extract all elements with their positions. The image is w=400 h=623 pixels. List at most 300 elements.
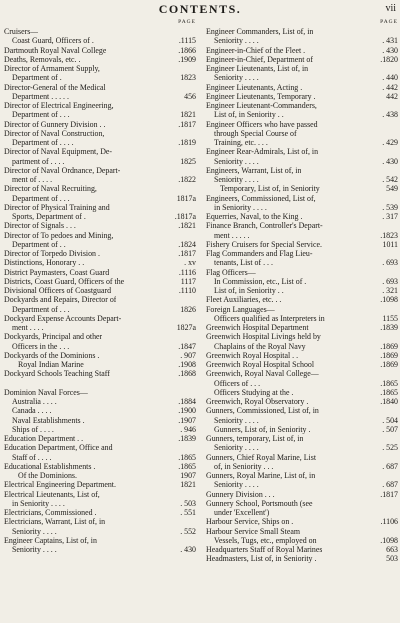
- index-entry: [4, 305, 196, 314]
- index-entry: [4, 443, 196, 452]
- index-entry: [206, 453, 398, 462]
- index-entry: [206, 443, 398, 452]
- index-entry: [206, 295, 398, 304]
- page-ref: .1869: [380, 341, 398, 351]
- entry-text: Seniority . . . .: [214, 443, 259, 453]
- index-entry: [206, 64, 398, 73]
- index-entry: [4, 536, 196, 545]
- page-ref: [194, 490, 196, 499]
- page-ref: [194, 147, 196, 156]
- entry-text: Director of Physical Training and: [4, 202, 110, 212]
- page-ref: [194, 295, 196, 304]
- page-ref: [396, 268, 398, 277]
- page-ref: . 429: [382, 138, 398, 147]
- index-entry: [206, 277, 398, 286]
- entry-text: Educational Establishments .: [4, 461, 96, 471]
- index-entry: [4, 55, 196, 64]
- index-entry: [206, 554, 398, 563]
- page-ref: . 693: [382, 258, 398, 268]
- index-entry: [4, 92, 196, 101]
- entry-text: In Commission, etc., List of .: [214, 276, 307, 286]
- entry-text: Flag Officers—: [206, 267, 256, 277]
- entry-text: Dockyards and Repairs, Director of: [4, 295, 117, 305]
- entry-text: through Special Course of: [214, 128, 297, 138]
- entry-text: Gunners, List of, in Seniority .: [214, 424, 311, 434]
- index-entry: [4, 120, 196, 129]
- entry-text: Dockyard Schools Teaching Staff: [4, 369, 110, 379]
- index-entry: [206, 545, 398, 554]
- page-ref: 1011: [382, 239, 398, 249]
- index-entry: [206, 129, 398, 138]
- entry-text: Ships of . . . .: [12, 424, 54, 434]
- index-entry: [4, 332, 196, 341]
- index-entry: [4, 147, 196, 156]
- page-ref: .1817a: [174, 212, 196, 221]
- entry-text: Australia . . . .: [12, 397, 57, 406]
- page-ref: [194, 64, 196, 73]
- entry-text: Engineer-in-Chief of the Fleet .: [206, 45, 306, 55]
- index-entry: [4, 258, 196, 267]
- index-entry: [4, 166, 196, 175]
- entry-text: Sports, Department of .: [12, 212, 86, 221]
- page-ref: [194, 388, 196, 397]
- page-number: vii: [385, 3, 396, 14]
- index-entry: [4, 157, 196, 166]
- index-entry: [206, 73, 398, 82]
- entry-text: Finance Branch, Controller's Depart-: [206, 221, 323, 231]
- entry-text: Dartmouth Royal Naval College: [4, 45, 107, 55]
- page-ref: 1117: [180, 276, 196, 286]
- entry-text: Harbour Service Small Steam: [206, 526, 301, 536]
- page-ref: 1821: [180, 110, 196, 120]
- index-entry: [206, 203, 398, 212]
- index-entry: [206, 221, 398, 230]
- index-entry: [206, 268, 398, 277]
- page-ref: 1827a: [176, 323, 196, 332]
- index-entry: [206, 55, 398, 64]
- page-ref: . 440: [382, 73, 398, 83]
- index-entry: [4, 46, 196, 55]
- index-entry: [206, 92, 398, 101]
- index-entry: [4, 138, 196, 147]
- page-ref: .1868: [178, 369, 196, 379]
- index-entry: [4, 73, 196, 82]
- page-ref: . 431: [382, 36, 398, 46]
- entry-text: Headmasters, List of, in Seniority .: [206, 554, 317, 564]
- page-ref: [194, 101, 196, 110]
- page-ref: 503: [386, 554, 398, 564]
- index-entry: [4, 342, 196, 351]
- entry-text: Department of . . .: [12, 110, 70, 120]
- page-ref: [396, 101, 398, 110]
- entry-text: Seniority . . . .: [12, 545, 57, 554]
- entry-text: Electricians, Warrant, List of, in: [4, 517, 106, 527]
- entry-text: Dockyards of the Dominions .: [4, 350, 100, 360]
- page-column-label: PAGE: [380, 19, 398, 25]
- index-entry: [206, 536, 398, 545]
- page-ref: .1909: [178, 54, 196, 64]
- index-entry: [206, 471, 398, 480]
- index-entry: [206, 379, 398, 388]
- page-ref: .1115: [178, 36, 196, 46]
- page-ref: .1817: [178, 249, 196, 258]
- entry-text: Director of To pedoes and Mining,: [4, 230, 114, 240]
- page-ref: 1817a: [176, 193, 196, 203]
- entry-text: Department of . . .: [12, 304, 70, 314]
- page-ref: .1110: [178, 286, 196, 295]
- page-column-label: PAGE: [178, 19, 196, 25]
- entry-text: Cruisers—: [4, 27, 39, 36]
- page-ref: .1824: [178, 239, 196, 249]
- index-entry: [4, 268, 196, 277]
- entry-text: Officers in the . . .: [12, 341, 70, 351]
- index-entry: [206, 258, 398, 267]
- entry-text: of, in Seniority . . .: [214, 461, 274, 471]
- page-ref: .1847: [178, 341, 196, 351]
- page-ref: [396, 332, 398, 341]
- entry-text: Dockyard Expense Accounts Depart-: [4, 313, 122, 323]
- page-ref: . 503: [180, 498, 196, 508]
- index-entry: [206, 83, 398, 92]
- entry-text: Equerries, Naval, to the King .: [206, 212, 303, 221]
- page-ref: [194, 379, 196, 388]
- entry-text: Gunners, temporary, List of, in: [206, 434, 304, 443]
- page-ref: . 438: [382, 110, 398, 120]
- entry-text: Greenwich, Royal Observatory .: [206, 397, 309, 406]
- index-entry: [206, 240, 398, 249]
- page-ref: .1865: [178, 461, 196, 471]
- page-ref: 1823: [180, 73, 196, 83]
- page-ref: [194, 314, 196, 323]
- entry-text: Director of Naval Equipment, De-: [4, 147, 113, 157]
- index-entry: [4, 64, 196, 73]
- index-entry: [206, 184, 398, 193]
- page-ref: [396, 64, 398, 73]
- page-ref: .1869: [380, 350, 398, 360]
- entry-text: Dockyards, Principal and other: [4, 332, 103, 342]
- index-entry: [206, 480, 398, 489]
- entry-text: Engineer-in-Chief, Department of: [206, 54, 313, 64]
- index-entry: [206, 231, 398, 240]
- entry-text: Director-General of the Medical: [4, 82, 106, 92]
- entry-text: Temporary, List of, in Seniority: [220, 184, 320, 194]
- contents-column-left: [4, 18, 196, 554]
- page-ref: .1865: [380, 387, 398, 397]
- entry-text: Engineers, Warrant, List of, in: [206, 165, 302, 175]
- index-entry: [206, 138, 398, 147]
- index-entry: [206, 314, 398, 323]
- index-entry: [4, 203, 196, 212]
- index-entry: [4, 471, 196, 480]
- page-ref: 1907: [180, 471, 196, 480]
- index-entry: [4, 175, 196, 184]
- page-ref: .1116: [178, 267, 196, 277]
- entry-text: Dominion Naval Forces—: [4, 387, 88, 397]
- page-ref: [396, 129, 398, 138]
- page-ref: [396, 249, 398, 258]
- entry-text: Engineer Officers who have passed: [206, 119, 318, 129]
- entry-text: Gunners, Commissioned, List of, in: [206, 406, 319, 416]
- entry-text: Chaplains of the Royal Navy: [214, 341, 306, 351]
- page-ref: 442: [386, 91, 398, 101]
- entry-text: Director of Torpedo Division .: [4, 249, 100, 258]
- index-entry: [206, 36, 398, 45]
- page-ref: .1098: [380, 535, 398, 545]
- index-entry: [206, 194, 398, 203]
- page-ref: [194, 166, 196, 175]
- entry-text: Fleet Auxiliaries, etc. . .: [206, 295, 282, 305]
- entry-text: Engineer Lieutenant-Commanders,: [206, 101, 317, 110]
- entry-text: Director of Naval Construction,: [4, 128, 105, 138]
- page-ref: .1884: [178, 397, 196, 406]
- page-ref: . 687: [382, 480, 398, 490]
- entry-text: Districts, Coast Guard, Officers of the: [4, 276, 125, 286]
- index-entry: [4, 249, 196, 258]
- entry-text: ment . . . .: [12, 323, 44, 332]
- index-entry: [4, 231, 196, 240]
- entry-text: Seniority . . . .: [214, 156, 259, 166]
- page-ref: [194, 231, 196, 240]
- page-ref: . 542: [382, 175, 398, 184]
- entry-text: Electrical Lieutenants, List of,: [4, 489, 100, 499]
- index-entry: [4, 286, 196, 295]
- index-entry: [4, 527, 196, 536]
- index-entry: [206, 406, 398, 415]
- entry-text: Greenwich, Royal Naval College—: [206, 369, 319, 379]
- page-ref: . 693: [382, 276, 398, 286]
- entry-text: Officers Studying at the .: [214, 387, 294, 397]
- index-entry: [4, 480, 196, 489]
- entry-text: Greenwich Hospital Livings held by: [206, 332, 321, 342]
- entry-text: Training, etc. . . .: [214, 138, 268, 147]
- index-entry: [206, 249, 398, 258]
- entry-text: Greenwich Hospital Department: [206, 323, 309, 332]
- entry-text: List of, in Seniority . .: [214, 110, 284, 120]
- index-entry: [4, 240, 196, 249]
- index-entry: [206, 286, 398, 295]
- entry-text: Greenwich Royal Hospital School: [206, 360, 315, 369]
- page-ref: [194, 83, 196, 92]
- page-ref: [396, 471, 398, 480]
- page-ref: . 551: [180, 508, 196, 517]
- index-entry: [4, 545, 196, 554]
- entry-text: Engineer Commanders, List of, in: [206, 27, 314, 36]
- entry-text: in Seniority . . . .: [214, 202, 267, 212]
- page-ref: . 442: [382, 82, 398, 92]
- page-ref: .1908: [178, 360, 196, 369]
- page-ref: [194, 184, 196, 193]
- page-ref: 1825: [180, 156, 196, 166]
- index-entry: [206, 416, 398, 425]
- page-ref: [194, 203, 196, 212]
- index-entry: [206, 110, 398, 119]
- index-entry: [206, 527, 398, 536]
- entry-text: Seniority . . . .: [214, 73, 259, 83]
- page-ref: .1869: [380, 360, 398, 369]
- entry-text: Harbour Service, Ships on .: [206, 517, 294, 527]
- page-ref: . 907: [180, 350, 196, 360]
- entry-text: Electrical Engineering Department.: [4, 480, 116, 490]
- index-entry: [206, 388, 398, 397]
- index-entry: [4, 129, 196, 138]
- entry-text: ment of . . . .: [12, 175, 53, 184]
- entry-text: Fishery Cruisers for Special Service.: [206, 239, 322, 249]
- page-ref: . xv: [184, 258, 196, 268]
- page-ref: [194, 332, 196, 341]
- page-ref: .1106: [380, 517, 398, 527]
- index-entry: [4, 388, 196, 397]
- entry-text: Canada . . . .: [12, 406, 52, 416]
- page-title: CONTENTS.: [158, 2, 242, 16]
- entry-text: Director of Signals . . .: [4, 221, 76, 231]
- page-ref: [194, 129, 196, 138]
- entry-text: Seniority . . . .: [12, 526, 57, 536]
- entry-text: District Paymasters, Coast Guard: [4, 267, 110, 277]
- index-entry: [4, 499, 196, 508]
- page-ref: . 317: [382, 212, 398, 221]
- index-entry: [206, 46, 398, 55]
- page-ref: 1826: [180, 304, 196, 314]
- page-ref: .1839: [178, 434, 196, 443]
- page-ref: .1839: [380, 323, 398, 332]
- entry-text: Department of . .: [12, 239, 66, 249]
- index-entry: [206, 397, 398, 406]
- entry-text: Education Department, Office and: [4, 443, 113, 453]
- entry-text: Education Department . .: [4, 434, 84, 443]
- entry-text: Foreign Languages—: [206, 304, 275, 314]
- index-entry: [4, 508, 196, 517]
- entry-text: Officers of . . .: [214, 378, 261, 388]
- page-ref: [396, 369, 398, 378]
- page-ref: [396, 406, 398, 415]
- index-entry: [206, 351, 398, 360]
- entry-text: Seniority . . . .: [214, 36, 259, 46]
- entry-text: Director of Electrical Engineering,: [4, 101, 114, 110]
- page-ref: [396, 27, 398, 36]
- page-ref: [194, 27, 196, 36]
- entry-text: Royal Indian Marine: [18, 360, 84, 369]
- page-ref: . 552: [180, 526, 196, 536]
- index-entry: [4, 83, 196, 92]
- index-entry: [4, 212, 196, 221]
- index-entry: [4, 490, 196, 499]
- entry-text: Director of Armament Supply,: [4, 64, 100, 73]
- page-ref: .1900: [178, 406, 196, 416]
- index-entry: [4, 406, 196, 415]
- index-entry: [206, 166, 398, 175]
- index-entry: [206, 342, 398, 351]
- page-header: [0, 2, 400, 18]
- page-ref: . 507: [382, 424, 398, 434]
- page-ref: 456: [184, 91, 196, 101]
- entry-text: tenants, List of . . .: [214, 258, 273, 268]
- entry-text: Headquarters Staff of Royal Marines: [206, 545, 323, 554]
- page-ref: [396, 453, 398, 462]
- page-ref: [194, 517, 196, 526]
- index-entry: [206, 212, 398, 221]
- page-ref: [396, 508, 398, 517]
- entry-text: Flag Commanders and Flag Lieu-: [206, 249, 313, 258]
- entry-text: Gunners, Chief Royal Marine, List: [206, 452, 317, 462]
- index-entry: [4, 314, 196, 323]
- page-ref: 663: [386, 545, 398, 554]
- page-ref: [396, 434, 398, 443]
- page-ref: . 539: [382, 202, 398, 212]
- entry-text: Gunnery Division . . .: [206, 489, 275, 499]
- page-ref: . 430: [382, 45, 398, 55]
- entry-text: in Seniority . . . .: [12, 498, 65, 508]
- index-entry: [4, 397, 196, 406]
- index-entry: [206, 499, 398, 508]
- page-ref: . 430: [180, 545, 196, 554]
- index-entry: [4, 221, 196, 230]
- entry-text: Department of .: [12, 73, 62, 83]
- entry-text: Department . . . . .: [12, 91, 69, 101]
- entry-text: Department of . . . .: [12, 138, 74, 147]
- entry-text: Engineer Lieutenants, List of, in: [206, 64, 309, 73]
- page-ref: . 687: [382, 461, 398, 471]
- entry-text: Engineers, Commissioned, List of,: [206, 193, 316, 203]
- page-ref: .1817: [178, 119, 196, 129]
- page-ref: . 525: [382, 443, 398, 453]
- page-ref: .1819: [178, 138, 196, 147]
- index-entry: [4, 462, 196, 471]
- index-entry: [206, 147, 398, 156]
- page-ref: .1820: [380, 54, 398, 64]
- entry-text: Engineer Lieutenants, Temporary .: [206, 91, 316, 101]
- index-entry: [4, 110, 196, 119]
- entry-text: Staff of . . . .: [12, 452, 52, 462]
- entry-text: Gunners, Royal Marine, List of, in: [206, 471, 316, 480]
- contents-column-right: [206, 18, 398, 564]
- entry-text: Distinctions, Honorary . .: [4, 258, 85, 268]
- page-ref: .1865: [380, 378, 398, 388]
- entry-text: Director of Gunnery Division . .: [4, 119, 106, 129]
- page-ref: . 321: [382, 286, 398, 295]
- entry-text: Of the Dominions.: [18, 471, 77, 480]
- index-entry: [206, 332, 398, 341]
- index-entry: [4, 295, 196, 304]
- index-entry: [4, 434, 196, 443]
- entry-text: Engineer Captains, List of, in: [4, 535, 97, 545]
- index-entry: [206, 120, 398, 129]
- entry-text: Coast Guard, Officers of .: [12, 36, 94, 46]
- page-ref: .1817: [380, 489, 398, 499]
- page-ref: [396, 527, 398, 536]
- index-entry: [206, 369, 398, 378]
- index-entry: [206, 462, 398, 471]
- index-entry: [206, 27, 398, 36]
- page-ref: .1866: [178, 45, 196, 55]
- entry-text: Vessels, Tugs, etc., employed on: [214, 535, 317, 545]
- page-ref: . 430: [382, 156, 398, 166]
- page-ref: .1098: [380, 295, 398, 305]
- page-ref: [396, 305, 398, 314]
- page-ref: . 946: [180, 424, 196, 434]
- index-entry: [206, 323, 398, 332]
- entry-text: Greenwich Royal Hospital . .: [206, 350, 299, 360]
- index-entry: [206, 360, 398, 369]
- index-entry: [4, 369, 196, 378]
- entry-text: Officers qualified as Interpreters in: [214, 313, 325, 323]
- page-ref: .1865: [178, 452, 196, 462]
- index-entry: [4, 453, 196, 462]
- index-entry: [4, 323, 196, 332]
- entry-text: Gunnery School, Portsmouth (see: [206, 498, 313, 508]
- page-ref: 1155: [382, 313, 398, 323]
- index-entry: [206, 305, 398, 314]
- index-entry: [206, 101, 398, 110]
